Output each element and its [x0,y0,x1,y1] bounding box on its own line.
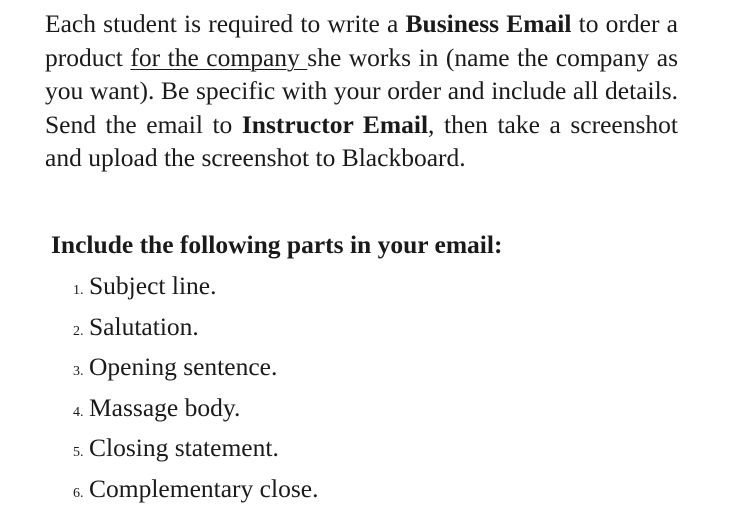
list-item-text: Closing statement. [89,433,279,463]
company-underline: for the company [130,42,308,72]
list-item-text: Subject line. [89,271,217,300]
list-item-number: 5. [73,445,84,461]
list-item-number: 3. [73,364,84,380]
list-item-text: Complementary close. [89,473,319,503]
list-item [73,473,318,514]
list-item [73,351,318,392]
instructions-text: , then take a screenshot and upload the screenshot to Blackboard. [45,109,678,173]
business-email-emphasis: Business Email [405,9,572,38]
instructor-email-emphasis: Instructor Email [241,109,429,139]
list-item-text: Opening sentence. [89,352,278,382]
list-item [73,392,318,433]
instructions-paragraph [45,7,678,175]
list-item-number: 4. [73,404,84,420]
list-item-text: Massage body. [89,392,241,422]
parts-heading: Include the following parts in your email: [51,230,503,259]
list-item [73,311,318,352]
instructions-text: Each student is required to write a [45,9,406,38]
parts-list [73,270,318,514]
instructions-text: to order a product [45,9,678,72]
list-item-text: Salutation. [89,311,199,341]
list-item [73,432,318,473]
list-item [73,270,318,311]
instructions-text: she works in (name the company as you want). Be specific with your order and include all details. Send the email to [45,42,678,139]
list-item-number: 1. [73,283,84,298]
list-item-number: 6. [73,485,84,501]
list-item-number: 2. [73,323,84,339]
